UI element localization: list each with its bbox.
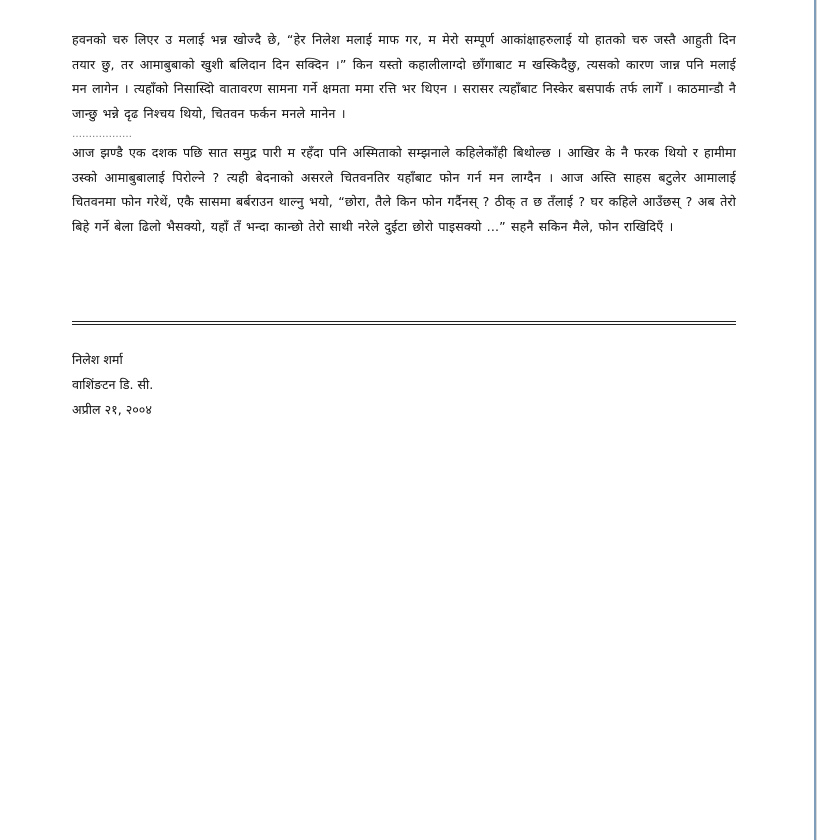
document-body (72, 28, 736, 239)
paragraph-2: आज झण्डै एक दशक पछि सात समुद्र पारी म रहँदा पनि अस्मिताको सम्झनाले कहिलेकाँही बिथोल्छ । आखिर के नै फरक थियो र हामीमा उस्को आमाबुबालाई पिरोल्ने ? त्यही बेदनाको असरले चितवनतिर यहाँबाट फोन गर्न मन लाग्दैन । आज अस्ति साहस बटुलेर आमालाई चितवनमा फोन गरेथें, एकै सासमा बर्बराउन थाल्नु भयो, “छोरा, तैले किन फोन गर्दैनस् ? ठीक् त छ तँलाई ? घर कहिले आउँछस् ? अब तेरो बिहे गर्ने बेला ढिलो भैसक्यो, यहाँ तँ भन्दा कान्छो तेरो साथी नरेले दुईटा छोरो पाइसक्यो ...” सहनै सकिन मैले, फोन राखिदिएँ । (72, 145, 736, 234)
author-name: निलेश शर्मा (72, 352, 123, 367)
document-date: अप्रील २१, २००४ (72, 402, 152, 417)
double-horizontal-rule (72, 321, 736, 325)
author-location: वाशिंङटन डि. सी. (72, 377, 154, 392)
section-separator-dots: ……………… (72, 129, 132, 140)
signature-block (72, 347, 153, 422)
window-edge (816, 0, 824, 840)
paragraph-1: हवनको चरु लिएर उ मलाई भन्न खोज्दै छे, “हेर निलेश मलाई माफ गर, म मेरो सम्पूर्ण आकांक्षाहरुलाई यो हातको चरु जस्तै आहुती दिन तयार छु, तर आमाबुबाको खुशी बलिदान दिन सक्दिन ।” किन यस्तो कहालीलाग्दो छाँगाबाट म खस्किदैछु, त्यसको कारण जान्न पनि मलाई मन लागेन । त्यहाँको निसास्दिो वातावरण सामना गर्ने क्षमता ममा रत्ति भर थिएन । सरासर त्यहाँबाट निस्केर बसपार्क तर्फ लागेँ । काठमान्डौ नै जान्छु भन्ने दृढ निश्चय थियो, चितवन फर्कन मनले मानेन । (72, 32, 736, 121)
